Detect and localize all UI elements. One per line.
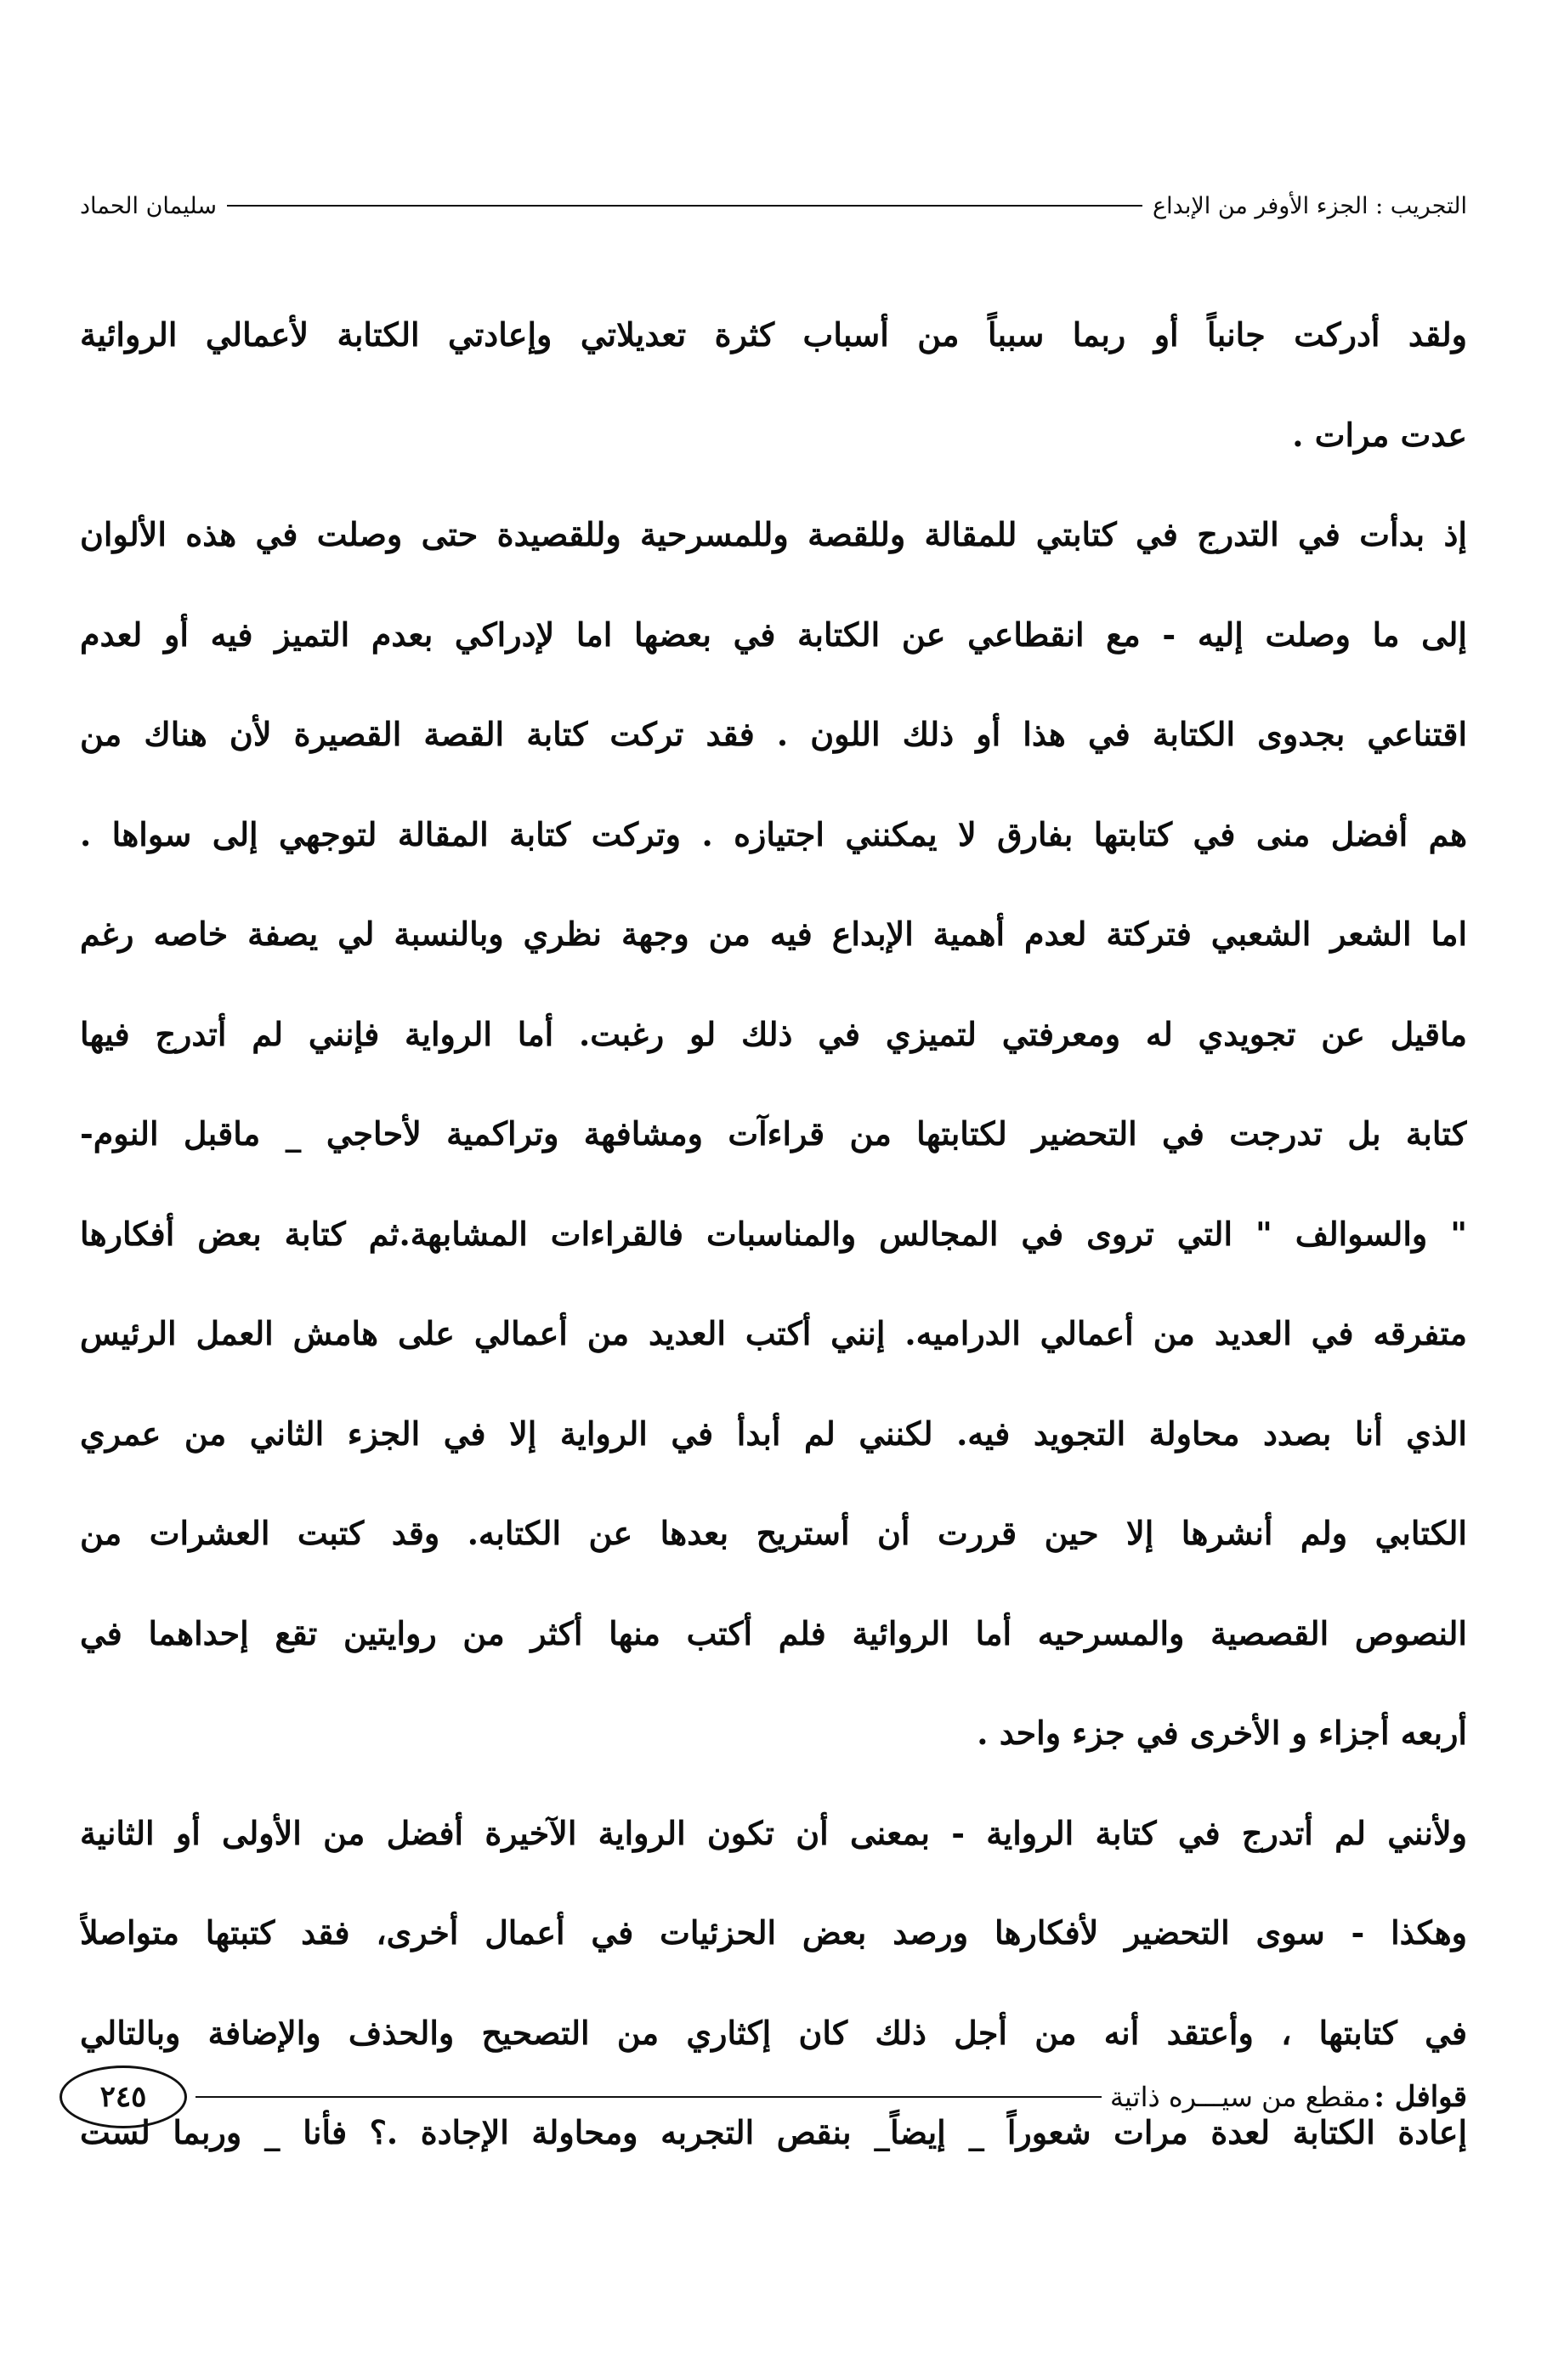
text-line: الكتابي ولم أنشرها إلا حين قررت أن أستريح بعدها عن الكتابه. وقد كتبت العشرات من [80,1514,1467,1552]
text-line: الذي أنا بصدد محاولة التجويد فيه. لكنني لم أبدأ في الرواية إلا في الجزء الثاني من عمري [80,1414,1467,1453]
book-title: قوافل : [1374,2080,1467,2114]
running-header [80,189,1467,223]
page-number-oval [60,2066,187,2128]
text-line: عدت مرات . [1292,415,1467,454]
text-line: أربعه أجزاء و الأخرى في جزء واحد . [977,1714,1467,1752]
text-line: النصوص القصصية والمسرحيه أما الروائية فلم أكتب منها أكثر من روايتين تقع إحداهما في [80,1613,1467,1652]
text-line: متفرقه في العديد من أعمالي الدراميه. إنني أكتب العديد من أعمالي على هامش العمل الرئيس [80,1314,1467,1352]
text-line: ماقيل عن تجويدي له ومعرفتي لتميزي في ذلك لو رغبت. أما الرواية فإنني لم أتدرج فيها [80,1014,1467,1053]
text-line: ولقد أدركت جانباً أو ربما سبباً من أسباب كثرة تعديلاتي وإعادتي الكتابة لأعمالي الروائية [80,315,1467,354]
text-line: اقتناعي بجدوى الكتابة في هذا أو ذلك اللون . فقد تركت كتابة القصة القصيرة لأن هناك من [80,715,1467,753]
book-subtitle: مقطع من سيـــره ذاتية [1109,2081,1371,2113]
text-line: إلى ما وصلت إليه - مع انقطاعي عن الكتابة في بعضها اما لإدراكي بعدم التميز فيه أو لعدم [80,615,1467,654]
chapter-title: التجريب : الجزء الأوفر من الإبداع [1153,192,1467,219]
text-line: وهكذا - سوى التحضير لأفكارها ورصد بعض الحزئيات في أعمال أخرى، فقد كتبتها متواصلاً [80,1913,1467,1952]
footer-rule [196,2096,1102,2098]
text-line: إذ بدأت في التدرج في كتابتي للمقالة وللقصة وللمسرحية وللقصيدة حتى وصلت في هذه الألوان [80,515,1467,553]
text-line: " والسوالف " التي تروى في المجالس والمناسبات فالقراءات المشابهة.ثم كتابة بعض أفكارها [80,1214,1467,1253]
text-line: إعادة الكتابة لعدة مرات شعوراً _ إيضاً_ بنقص التجربه ومحاولة الإجادة .؟ فأنا _ وربما لست [80,2113,1467,2151]
running-footer [60,2061,1467,2133]
author-name: سليمان الحماد [80,192,217,219]
text-line: ولأنني لم أتدرج في كتابة الرواية - بمعنى أن تكون الرواية الآخيرة أفضل من الأولى أو الثانية [80,1813,1467,1852]
text-line: هم أفضل منى في كتابتها بفارق لا يمكنني اجتيازه . وتركت كتابة المقالة لتوجهي إلى سواها . [80,814,1467,853]
text-line: اما الشعر الشعبي فتركتة لعدم أهمية الإبداع فيه من وجهة نظري وبالنسبة لي يصفة خاصه رغم [80,915,1467,953]
body-text [80,285,1467,2183]
text-line: في كتابتها ، وأعتقد أنه من أجل ذلك كان إكثاري من التصحيح والحذف والإضافة وبالتالي [80,2013,1467,2052]
text-line: كتابة بل تدرجت في التحضير لكتابتها من قراءآت ومشافهة وتراكمية لأحاجي _ ماقبل النوم- [80,1114,1467,1153]
page-number: ٢٤٥ [99,2080,147,2114]
header-rule [227,205,1142,207]
